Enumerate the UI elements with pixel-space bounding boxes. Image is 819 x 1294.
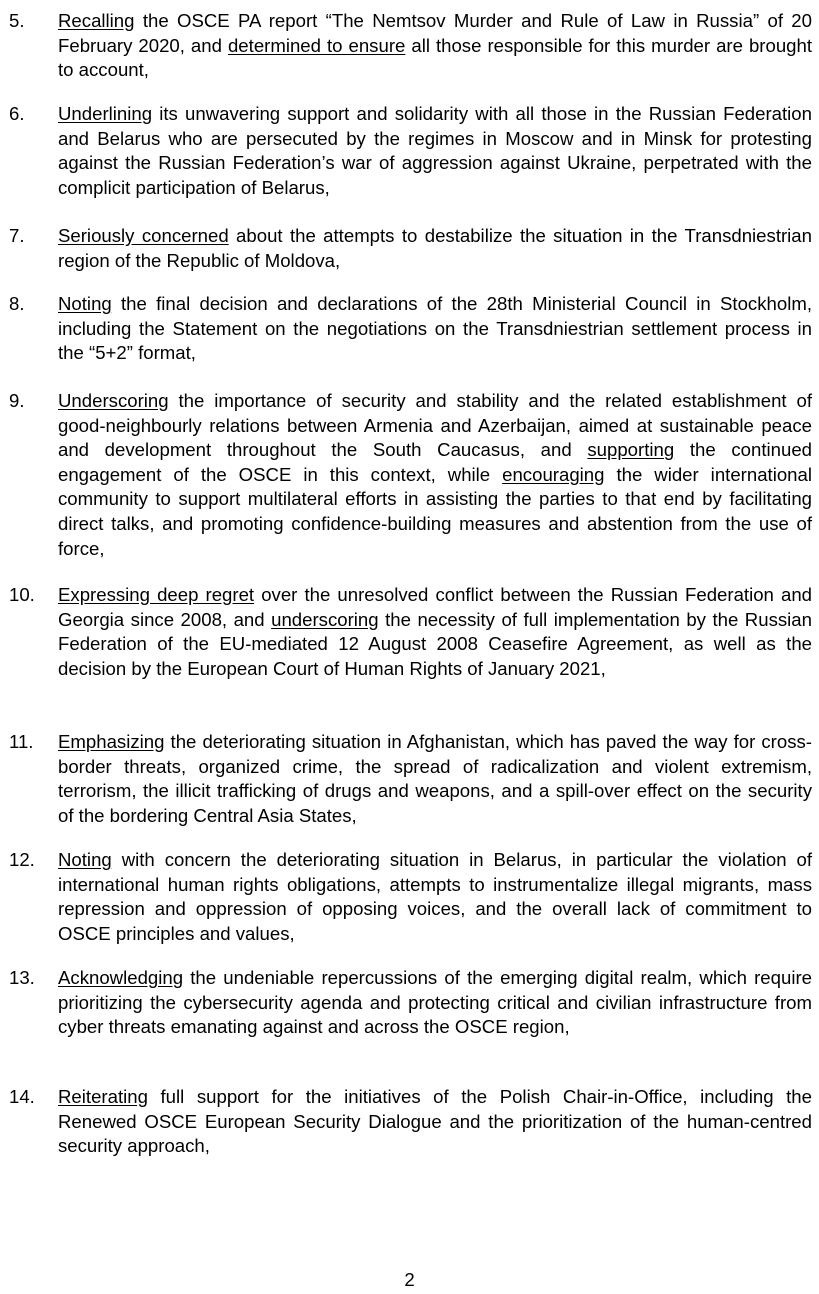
- paragraph-item: [9, 292, 812, 366]
- page-number: 2: [404, 1269, 415, 1290]
- paragraph-item: [9, 102, 812, 200]
- paragraph-number: 7.: [9, 225, 25, 246]
- text-segment: over the unresolved conflict between the Russian Federation and Georgia since 2008, and: [58, 584, 812, 630]
- text-segment: its unwavering support and solidarity with all those in the Russian Federation and Belarus who are persecuted by the regimes in Moscow and in Minsk for protesting against the Russian Federation’s war of aggression against Ukraine, perpetrated with the complicit participation of Belarus,: [58, 103, 812, 198]
- text-segment: full support for the initiatives of the Polish Chair-in-Office, including the Renewed OSCE European Security Dialogue and the prioritization of the human-centred security approach,: [58, 1086, 812, 1157]
- underlined-phrase: Seriously concerned: [58, 225, 229, 246]
- underlined-phrase: Reiterating: [58, 1086, 148, 1107]
- paragraph-item: [9, 848, 812, 946]
- paragraph-text: [58, 9, 812, 83]
- text-segment: the deteriorating situation in Afghanistan, which has paved the way for cross-border threats, organized crime, the spread of radicalization and violent extremism, terrorism, the illicit trafficking of drugs and weapons, and a spill-over effect on the security of the bordering Central Asia States,: [58, 731, 812, 826]
- text-segment: the OSCE PA report “The Nemtsov Murder and Rule of Law in Russia” of 20 February 2020, and: [58, 10, 812, 56]
- paragraph-item: [9, 224, 812, 273]
- text-segment: about the attempts to destabilize the situation in the Transdniestrian region of the Republic of Moldova,: [58, 225, 812, 271]
- paragraph-number: 5.: [9, 10, 25, 31]
- text-segment: the continued engagement of the OSCE in this context, while: [58, 439, 812, 485]
- underlined-phrase: encouraging: [502, 463, 605, 485]
- underlined-phrase: Underlining: [58, 103, 153, 124]
- paragraph-text: [58, 730, 812, 828]
- paragraph-text: [58, 966, 812, 1040]
- text-segment: the necessity of full implementation by the Russian Federation of the EU-mediated 12 August 2008 Ceasefire Agreement, as well as the decision by the European Court of Human Rights of January 2021,: [58, 608, 812, 679]
- underlined-phrase: Noting: [58, 849, 112, 870]
- paragraph-number: 13.: [9, 967, 35, 988]
- text-segment: the wider international community to support multilateral efforts in assisting the parties to that end by facilitating direct talks, and promoting confidence-building measures and abstention from the use of force,: [58, 463, 812, 559]
- paragraph-item: [9, 389, 812, 561]
- paragraph-number: 8.: [9, 293, 25, 314]
- paragraph-number: 6.: [9, 103, 25, 124]
- paragraph-item: [9, 730, 812, 828]
- paragraph-number: 10.: [9, 584, 35, 605]
- underlined-phrase: supporting: [587, 439, 675, 461]
- underlined-phrase: Emphasizing: [58, 731, 165, 752]
- paragraph-text: [58, 848, 812, 946]
- paragraph-item: [9, 9, 812, 83]
- text-segment: all those responsible for this murder are brought to account,: [58, 34, 813, 81]
- paragraph-text: [58, 292, 812, 366]
- paragraph-text: [58, 1085, 812, 1159]
- paragraph-item: [9, 966, 812, 1040]
- paragraph-text: [58, 224, 812, 273]
- underlined-phrase: Noting: [58, 293, 112, 314]
- paragraph-number: 12.: [9, 849, 35, 870]
- paragraph-item: [9, 583, 812, 681]
- paragraph-number: 14.: [9, 1086, 35, 1107]
- underlined-phrase: Recalling: [58, 10, 135, 31]
- underlined-phrase: determined to ensure: [227, 34, 406, 56]
- underlined-phrase: Underscoring: [58, 390, 169, 411]
- underlined-phrase: Expressing deep regret: [58, 584, 255, 605]
- text-segment: the undeniable repercussions of the emerging digital realm, which require prioritizing the cybersecurity agenda and protecting critical and civilian infrastructure from cyber threats emanating against and across the OSCE region,: [58, 967, 812, 1038]
- paragraph-text: [58, 389, 812, 561]
- underlined-phrase: underscoring: [271, 608, 379, 630]
- paragraph-number: 11.: [9, 731, 34, 752]
- paragraph-item: [9, 1085, 812, 1159]
- text-segment: with concern the deteriorating situation in Belarus, in particular the violation of international human rights obligations, attempts to instrumentalize illegal migrants, mass repression and oppression of opposing voices, and the overall lack of commitment to OSCE principles and values,: [58, 849, 812, 944]
- paragraph-text: [58, 583, 812, 681]
- underlined-phrase: Acknowledging: [58, 967, 184, 988]
- text-segment: the final decision and declarations of the 28th Ministerial Council in Stockholm, including the Statement on the negotiations on the Transdniestrian settlement process in the “5+2” format,: [58, 293, 812, 364]
- paragraph-number: 9.: [9, 390, 25, 411]
- text-segment: the importance of security and stability and the related establishment of good-neighbourly relations between Armenia and Azerbaijan, aimed at sustainable peace and development throughout the South Caucasus, and: [58, 390, 812, 461]
- paragraph-text: [58, 102, 812, 200]
